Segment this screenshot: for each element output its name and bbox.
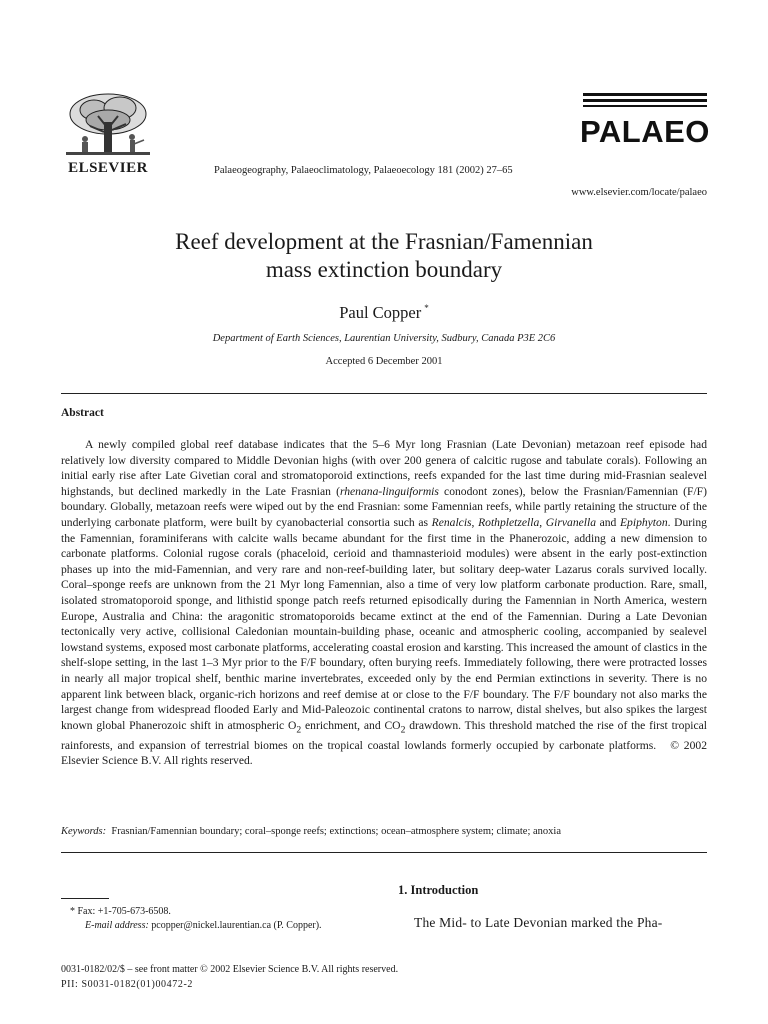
author: [60, 303, 708, 323]
abstract-copyright: © 2002 Elsevier Science B.V. All rights reserved.: [61, 738, 707, 768]
author-footnote-mark: *: [424, 303, 429, 313]
email-address[interactable]: pcopper@nickel.laurentian.ca (P. Copper).: [151, 920, 322, 931]
affiliation: Department of Earth Sciences, Laurentian University, Sudbury, Canada P3E 2C6: [212, 333, 556, 344]
keywords: [61, 826, 707, 837]
section-heading: 1. Introduction: [398, 883, 479, 897]
abstract-body: A newly compiled global reef database indicates that the 5–6 Myr long Frasnian (Late Devonian) metazoan reef episode had relatively low diversity compared to Middle Devonian highs (with over 200 genera of calcitic rugose and tabulate corals). Following an initial early rise after Late Givetian coral and stromatoporoid extinctions, reefs expanded for the last time during mid-Frasnian sealevel highstands, but declined markedly in the Late Frasnian (rhenana-linguiformis conodont zones), below the Frasnian/Famennian (F/F) boundary. Globally, metazoan reefs were wiped out by the end Frasnian: some Famennian reefs, while partly retaining the structure of the underlying carbonate platform, were built by cyanobacterial consortia such as Renalcis, Rothpletzella, Girvanella and Epiphyton. During the Famennian, foraminiferans with calcite walls became abundant for the first time in the Phanerozoic, adding a new dimension to carbonate platforms. Colonial rugose corals (phaceloid, cerioid and thamnasterioid modules) were absent in the early post-extinction phases up into the mid-Famennian, and very rare and non-reef-building later, but solitary deep-water Lazarus corals survived locally. Coral–sponge reefs are unknown from the 21 Myr long Famennian, also a time of very low platform carbonate production. Rare, small, isolated stromatoporoid sponge, and lithistid sponge patch reefs returned episodically during the Famennian in North America, western Europe, Australia and China: the aragonitic stromatoporoids became extinct at the end of the Famennian. During a Late Devonian tectonically very active, collisional Caledonian mountain-building phase, oceanic and atmospheric cooling, accompanied by sealevel lowstand systems, exposed most carbonate platforms, accelerating coastal erosion and karsting. This increased the amount of clastics in the shelf-slope setting, in the last 1–3 Myr prior to the F/F boundary, often burying reefs. Immediately following, there were protracted losses in nearly all major tropical shelf, benthic marine invertebrates, exceeded only by the end Permian extinctions in severity. There is no apparent link between black, organic-rich horizons and reef demise at or close to the F/F boundary. The F/F boundary not also marks the largest change from widespread flooded Early and Mid-Paleozoic continental cratons to narrow, distal shelves, but also spikes the largest known global Phanerozoic shift in atmospheric $O_2$ enrichment, and $CO_2$ drawdown. This threshold matched the rise of the first tropical rainforests, and expansion of terrestrial biomes on the tropical coastal lowlands formerly occupied by carbonate platforms. © 2002 Elsevier Science B.V. All rights reserved.: [61, 438, 707, 768]
journal-brand: PALAEO: [580, 114, 710, 149]
footnote-email: [85, 920, 322, 931]
keywords-label: Keywords:: [61, 826, 107, 837]
journal-citation: Palaeogeography, Palaeoclimatology, Palaeoecology 181 (2002) 27–65: [214, 165, 513, 176]
front-matter-note: 0031-0182/02/$ – see front matter © 2002 Elsevier Science B.V. All rights reserved.: [61, 964, 399, 975]
footnote-rule: [61, 898, 109, 899]
pii: PII: S0031-0182(01)00472-2: [61, 979, 193, 990]
email-label: E-mail address:: [85, 920, 149, 931]
keywords-text: Frasnian/Famennian boundary; coral–sponge reefs; extinctions; ocean–atmosphere system; climate; anoxia: [111, 826, 561, 837]
abstract-heading: Abstract: [61, 407, 104, 419]
accepted-date: Accepted 6 December 2001: [325, 356, 443, 367]
divider: [61, 393, 707, 394]
brand-rule: [583, 105, 707, 107]
brand-rule: [583, 99, 707, 102]
divider: [61, 852, 707, 853]
journal-url[interactable]: www.elsevier.com/locate/palaeo: [571, 187, 707, 198]
article-title: [60, 228, 708, 284]
section-text: The Mid- to Late Devonian marked the Pha-: [414, 915, 663, 930]
footnote-fax: * Fax: +1-705-673-6508.: [70, 906, 171, 917]
brand-rule: [583, 93, 707, 96]
author-name: Paul Copper: [339, 303, 422, 322]
title-line: mass extinction boundary: [265, 257, 503, 282]
title-line: Reef development at the Frasnian/Famennian: [175, 229, 593, 254]
publisher-name: ELSEVIER: [68, 160, 148, 176]
